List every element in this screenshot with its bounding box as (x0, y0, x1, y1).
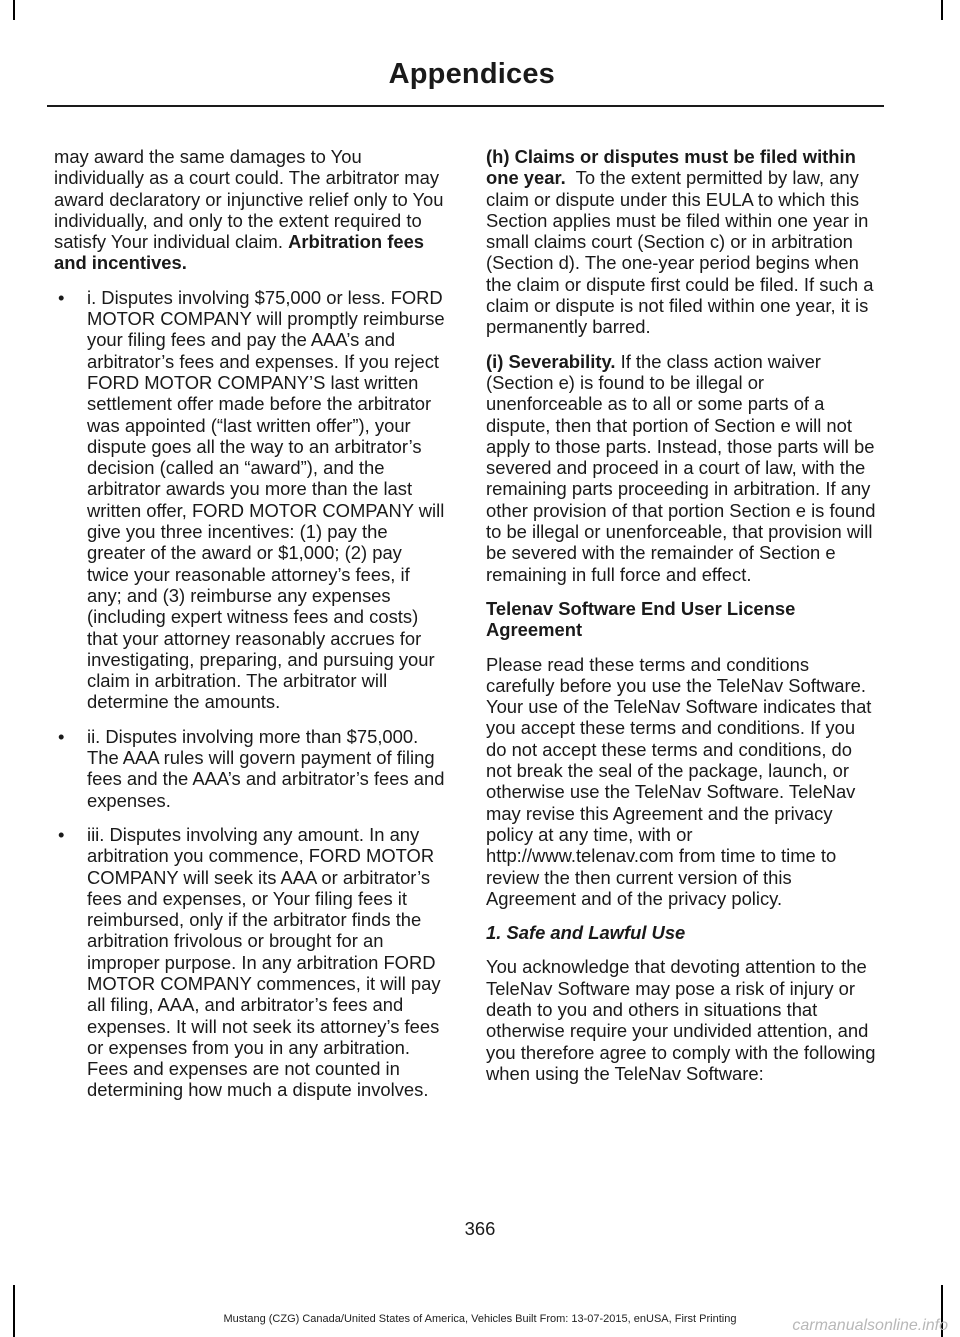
intro-text: may award the same damages to You individually as a court could. The arbitrator may award declaratory or injunctive relief only to You individually, and only to the extent required to satisfy Your individual claim. (54, 146, 444, 253)
section-h-paragraph (486, 146, 880, 338)
section-i-title: (i) Severability. (486, 350, 616, 372)
telenav-heading: Telenav Software End User License Agreement (486, 597, 796, 641)
left-column (54, 146, 448, 1114)
safe-use-paragraph: You acknowledge that devoting attention to the TeleNav Software may pose a risk of injury or death to you and others in situations that otherwise require your undivided attention, and you therefore agree to comply with the following when using the TeleNav Software: (486, 956, 876, 1084)
list-item (54, 824, 448, 1101)
arbitration-fees-heading: Arbitration fees and incentives. (54, 231, 425, 274)
section-i-text: If the class action waiver (Section e) is found to be illegal or unenforceable as to all or some parts of a dispute, then that portion of Section e will not apply to those parts. Instead, those parts will be severed and proceed in a court of law, with the remaining parts proceeding in arbitration. If any other provision of that portion Section e is found to be illegal or unenforceable, that provision will be severed with the remainder of Section e remaining in full force and effect. (486, 350, 876, 585)
page-number: 366 (464, 1218, 496, 1239)
fees-bullet-list (54, 287, 448, 1101)
bullet-text: iii. Disputes involving any amount. In any arbitration you commence, FORD MOTOR COMPANY will seek its AAA or arbitrator’s fees and expenses, or Your filing fees it reimbursed, only if the arbitrator finds the arbitration frivolous or brought for an improper purpose. In any arbitration FORD MOTOR COMPANY commences, it will pay all filing, AAA, and arbitrator’s fees and expenses. It will not seek its attorney’s fees or expenses from you in any arbitration. Fees and expenses are not counted in determining how much a dispute involves. (87, 823, 441, 1101)
section-h-title: (h) Claims or disputes must be filed within one year. (486, 146, 856, 189)
telenav-paragraph: Please read these terms and conditions carefully before you use the TeleNav Software. Your use of the TeleNav Software indicates that you accept these terms and conditions. If you do not accept these terms and conditions, do not break the seal of the package, launch, or otherwise use the TeleNav Software. TeleNav may revise this Agreement and the privacy policy at any time, with or http://www.telenav.com from time to time to review the then current version of this Agreement and of the privacy policy. (486, 653, 872, 909)
section-h-text: To the extent permitted by law, any claim or dispute under this EULA to which this Section applies must be filed within one year in small claims court (Section c) or in arbitration (Section d). The one-year period begins when the claim or dispute first could be filed. If such a claim or dispute is not filed within one year, it is permanently barred. (486, 167, 874, 338)
footer-text: Mustang (CZG) Canada/United States of America, Vehicles Built From: 13-07-2015, enUSA, First Printing (223, 1313, 737, 1325)
watermark: carmanualsonline.info (792, 1317, 948, 1334)
crop-mark-top-right (941, 0, 943, 20)
crop-mark-top-left (13, 0, 15, 20)
safe-use-heading: 1. Safe and Lawful Use (486, 922, 686, 944)
page-title: Appendices (388, 58, 555, 90)
crop-mark-bottom-left (13, 1285, 15, 1337)
safe-use-heading-paragraph (486, 922, 880, 943)
bullet-text: ii. Disputes involving more than $75,000. The AAA rules will govern payment of filing fees and the AAA’s and arbitrator’s fees and expenses. (87, 725, 445, 811)
bullet-text: i. Disputes involving $75,000 or less. FORD MOTOR COMPANY will promptly reimburse your filing fees and pay the AAA’s and arbitrator’s fees and expenses. If you reject FORD MOTOR COMPANY’S last written settlement offer made before the arbitrator was appointed (“last written offer”), your dispute goes all the way to an arbitrator’s decision (called an “award”), and the arbitrator awards you more than the last written offer, FORD MOTOR COMPANY will give you three incentives: (1) pay the greater of the award or $1,000; (2) pay twice your reasonable attorney’s fees, if any; and (3) reimburse any expenses (including expert witness fees and costs) that your attorney reasonably accrues for investigating, preparing, and pursuing your claim in arbitration. The arbitrator will determine the amounts. (87, 286, 445, 713)
bullet-icon: • (58, 725, 65, 747)
bullet-icon: • (58, 823, 65, 845)
right-column (486, 146, 880, 1097)
bullet-icon: • (58, 286, 65, 308)
list-item (54, 287, 448, 713)
list-item (54, 726, 448, 811)
section-i-paragraph (486, 351, 880, 585)
header-divider (47, 105, 884, 107)
intro-paragraph (54, 146, 448, 274)
